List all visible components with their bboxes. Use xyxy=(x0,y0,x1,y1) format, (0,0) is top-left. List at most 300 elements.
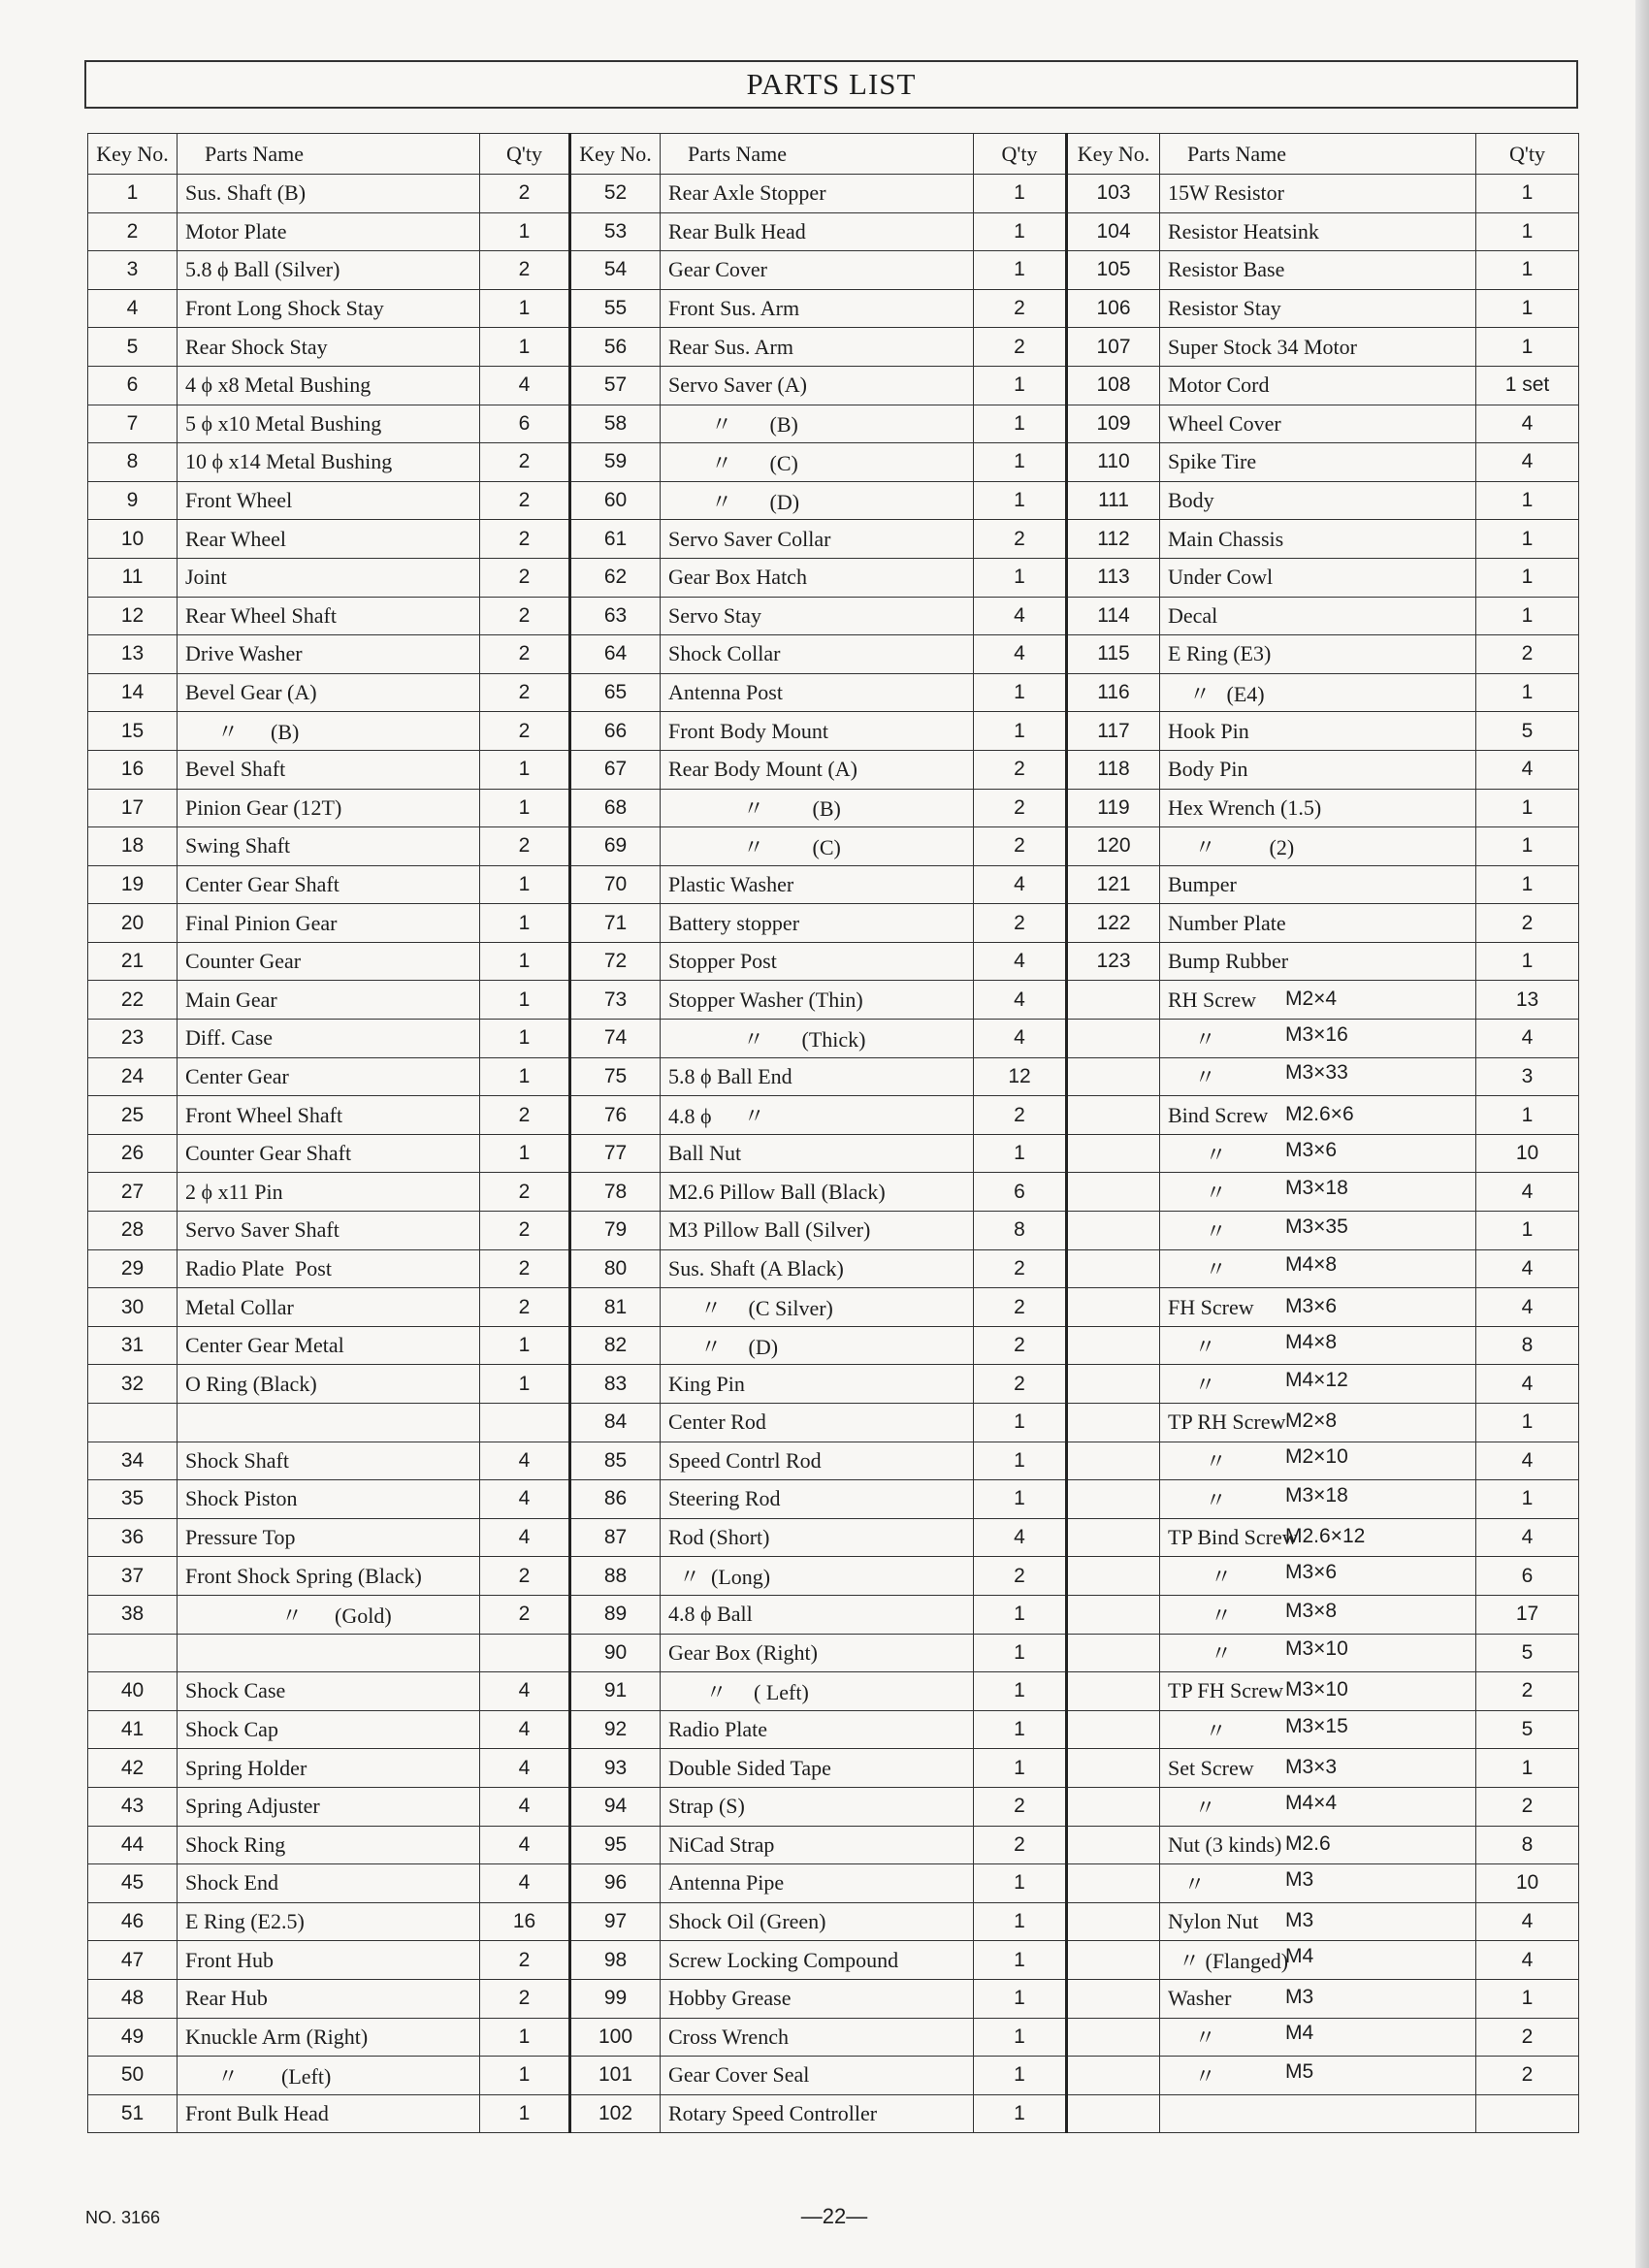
quantity-cell: 4 xyxy=(974,597,1067,635)
part-name: Super Stock 34 Motor xyxy=(1168,334,1357,359)
part-name: 〃 xyxy=(1168,1257,1227,1282)
key-no-cell xyxy=(1067,1672,1160,1711)
part-name: Screw Locking Compound xyxy=(668,1947,899,1972)
quantity-cell: 2 xyxy=(480,712,570,751)
key-no-cell: 14 xyxy=(88,673,178,712)
key-no-cell: 95 xyxy=(570,1826,661,1864)
table-row xyxy=(88,1787,1579,1826)
part-name-cell xyxy=(178,481,480,520)
part-name: Pressure Top xyxy=(185,1525,296,1550)
quantity-cell: 1 xyxy=(1476,328,1579,367)
part-name: Rear Hub xyxy=(185,1986,268,2011)
part-name-cell xyxy=(661,1134,974,1173)
key-no-cell: 122 xyxy=(1067,904,1160,943)
part-name: Diff. Case xyxy=(185,1025,274,1051)
quantity-cell: 1 xyxy=(480,750,570,789)
quantity-cell: 1 xyxy=(974,366,1067,405)
table-row xyxy=(88,1326,1579,1365)
part-size: M3×35 xyxy=(1285,1215,1348,1238)
part-name-cell xyxy=(661,481,974,520)
quantity-cell: 1 xyxy=(480,212,570,251)
quantity-cell: 1 xyxy=(974,1480,1067,1519)
part-name-cell xyxy=(1160,1173,1476,1212)
table-row xyxy=(88,1710,1579,1749)
quantity-cell: 1 xyxy=(974,2094,1067,2133)
key-no-cell: 63 xyxy=(570,597,661,635)
key-no-cell: 110 xyxy=(1067,443,1160,482)
part-name-cell xyxy=(661,1672,974,1711)
part-name: Rear Wheel xyxy=(185,526,287,551)
quantity-cell: 4 xyxy=(1476,1173,1579,1212)
quantity-cell: 1 xyxy=(974,673,1067,712)
part-name: Front Shock Spring (Black) xyxy=(185,1563,422,1588)
table-row xyxy=(88,1557,1579,1596)
quantity-cell xyxy=(480,1634,570,1672)
table-row xyxy=(88,443,1579,482)
part-name-cell xyxy=(1160,1557,1476,1596)
key-no-cell: 50 xyxy=(88,2057,178,2095)
quantity-cell: 2 xyxy=(480,673,570,712)
quantity-cell: 2 xyxy=(1476,2018,1579,2057)
quantity-cell: 4 xyxy=(1476,1442,1579,1480)
key-no-cell: 18 xyxy=(88,827,178,866)
quantity-cell: 1 xyxy=(974,2018,1067,2057)
table-row xyxy=(88,1173,1579,1212)
part-name: 〃 (Gold) xyxy=(185,1603,392,1628)
part-name-cell xyxy=(1160,1710,1476,1749)
part-name: 〃 xyxy=(1168,1181,1227,1206)
key-no-cell xyxy=(1067,2018,1160,2057)
part-name-cell xyxy=(1160,712,1476,751)
table-row xyxy=(88,597,1579,635)
part-name-cell xyxy=(1160,289,1476,328)
part-name: Body Pin xyxy=(1168,757,1248,782)
part-size: M4 xyxy=(1285,2022,1314,2045)
part-name: Under Cowl xyxy=(1168,565,1274,590)
part-name-cell xyxy=(661,366,974,405)
table-row xyxy=(88,1020,1579,1058)
quantity-cell: 4 xyxy=(480,1442,570,1480)
key-no-cell: 60 xyxy=(570,481,661,520)
quantity-cell: 12 xyxy=(974,1057,1067,1096)
quantity-cell: 6 xyxy=(1476,1557,1579,1596)
part-name: Rear Axle Stopper xyxy=(668,180,826,206)
part-name: 2 ϕ x11 Pin xyxy=(185,1179,283,1204)
quantity-cell: 1 xyxy=(974,1941,1067,1980)
part-name: Spring Adjuster xyxy=(185,1794,320,1819)
part-size: M4 xyxy=(1285,1945,1314,1968)
key-no-cell: 12 xyxy=(88,597,178,635)
part-name-cell xyxy=(661,1480,974,1519)
table-row xyxy=(88,789,1579,827)
table-row xyxy=(88,251,1579,290)
table-row xyxy=(88,481,1579,520)
key-no-cell: 72 xyxy=(570,942,661,981)
quantity-cell: 8 xyxy=(974,1212,1067,1250)
part-name-cell xyxy=(661,789,974,827)
part-name-cell xyxy=(178,2094,480,2133)
quantity-cell: 1 xyxy=(1476,251,1579,290)
quantity-cell: 1 set xyxy=(1476,366,1579,405)
quantity-cell: 1 xyxy=(480,1365,570,1404)
key-no-cell: 62 xyxy=(570,558,661,597)
part-name-cell xyxy=(661,1096,974,1135)
part-name-cell xyxy=(1160,827,1476,866)
part-name-cell xyxy=(178,1518,480,1557)
header-row xyxy=(88,134,1579,175)
quantity-cell: 1 xyxy=(1476,212,1579,251)
quantity-cell: 2 xyxy=(974,1787,1067,1826)
part-size: M2.6×12 xyxy=(1285,1525,1366,1548)
part-size: M3×10 xyxy=(1285,1637,1348,1661)
part-name: Shock Ring xyxy=(185,1831,286,1857)
key-no-cell: 106 xyxy=(1067,289,1160,328)
quantity-cell: 1 xyxy=(974,405,1067,443)
quantity-cell: 2 xyxy=(480,1173,570,1212)
part-name: 〃 (Flanged) xyxy=(1168,1949,1289,1974)
table-row xyxy=(88,1826,1579,1864)
part-name-cell xyxy=(661,1442,974,1480)
key-no-cell: 68 xyxy=(570,789,661,827)
part-name-cell xyxy=(178,1480,480,1519)
part-name: Set Screw xyxy=(1168,1755,1254,1780)
key-no-cell: 56 xyxy=(570,328,661,367)
key-no-cell: 58 xyxy=(570,405,661,443)
part-size: M2×4 xyxy=(1285,987,1338,1010)
part-name: 〃 xyxy=(1168,1487,1227,1512)
part-name: Rear Sus. Arm xyxy=(668,334,793,359)
quantity-cell: 2 xyxy=(480,175,570,213)
table-row xyxy=(88,1249,1579,1288)
quantity-cell: 10 xyxy=(1476,1864,1579,1903)
part-name-cell xyxy=(1160,1749,1476,1788)
quantity-cell: 1 xyxy=(974,1979,1067,2018)
part-name: 〃 xyxy=(1168,1065,1216,1090)
parts-list-table xyxy=(87,133,1579,2133)
part-name: 〃 (Left) xyxy=(185,2063,332,2089)
key-no-cell: 30 xyxy=(88,1288,178,1327)
quantity-cell: 1 xyxy=(1476,1480,1579,1519)
part-name: Resistor Heatsink xyxy=(1168,218,1319,243)
key-no-cell: 94 xyxy=(570,1787,661,1826)
quantity-cell: 1 xyxy=(974,1595,1067,1634)
table-row xyxy=(88,1288,1579,1327)
quantity-cell: 2 xyxy=(480,1288,570,1327)
quantity-cell: 1 xyxy=(974,1710,1067,1749)
key-no-cell xyxy=(1067,1749,1160,1788)
part-name-cell xyxy=(661,1941,974,1980)
part-name: Spring Holder xyxy=(185,1755,307,1780)
part-name-cell xyxy=(1160,1480,1476,1519)
key-no-cell: 15 xyxy=(88,712,178,751)
table-row xyxy=(88,1864,1579,1903)
quantity-cell: 1 xyxy=(1476,1096,1579,1135)
key-no-cell: 51 xyxy=(88,2094,178,2133)
part-name-cell xyxy=(661,1902,974,1941)
part-name: Servo Saver Collar xyxy=(668,526,831,551)
table-row xyxy=(88,328,1579,367)
part-name: 〃 (D) xyxy=(668,1334,779,1359)
quantity-cell: 4 xyxy=(974,1518,1067,1557)
key-no-cell: 117 xyxy=(1067,712,1160,751)
key-no-cell xyxy=(88,1634,178,1672)
part-name-cell xyxy=(1160,1404,1476,1442)
quantity-cell xyxy=(480,1404,570,1442)
part-name-cell xyxy=(178,2057,480,2095)
quantity-cell: 1 xyxy=(1476,175,1579,213)
part-name-cell xyxy=(661,558,974,597)
quantity-cell: 1 xyxy=(974,212,1067,251)
key-no-cell: 121 xyxy=(1067,865,1160,904)
part-name-cell xyxy=(661,1288,974,1327)
part-name-cell xyxy=(178,904,480,943)
part-name-cell xyxy=(178,443,480,482)
quantity-cell: 4 xyxy=(480,1864,570,1903)
part-name-cell xyxy=(661,1365,974,1404)
key-no-cell xyxy=(1067,981,1160,1020)
key-no-cell xyxy=(1067,1979,1160,2018)
document-number: NO. 3166 xyxy=(85,2208,161,2227)
quantity-cell: 1 xyxy=(480,789,570,827)
part-name: Center Rod xyxy=(668,1409,766,1435)
quantity-cell: 1 xyxy=(1476,789,1579,827)
part-name-cell xyxy=(178,289,480,328)
quantity-cell: 2 xyxy=(974,289,1067,328)
part-name-cell xyxy=(1160,1096,1476,1135)
part-name: RH Screw xyxy=(1168,987,1257,1012)
part-size: M2.6 xyxy=(1285,1831,1331,1855)
part-name-cell xyxy=(1160,1672,1476,1711)
header-key-1: Key No. xyxy=(88,134,178,175)
quantity-cell: 4 xyxy=(974,1020,1067,1058)
key-no-cell: 86 xyxy=(570,1480,661,1519)
key-no-cell: 22 xyxy=(88,981,178,1020)
part-name-cell xyxy=(178,1288,480,1327)
quantity-cell: 1 xyxy=(974,1442,1067,1480)
key-no-cell: 54 xyxy=(570,251,661,290)
quantity-cell: 2 xyxy=(480,597,570,635)
part-name-cell xyxy=(178,1096,480,1135)
key-no-cell: 73 xyxy=(570,981,661,1020)
part-name: 10 ϕ x14 Metal Bushing xyxy=(185,449,393,474)
quantity-cell: 8 xyxy=(1476,1326,1579,1365)
quantity-cell: 4 xyxy=(480,1480,570,1519)
key-no-cell: 35 xyxy=(88,1480,178,1519)
part-name-cell xyxy=(1160,1057,1476,1096)
quantity-cell: 1 xyxy=(1476,520,1579,559)
part-name-cell xyxy=(178,635,480,674)
quantity-cell: 1 xyxy=(974,481,1067,520)
key-no-cell: 85 xyxy=(570,1442,661,1480)
key-no-cell: 3 xyxy=(88,251,178,290)
part-name-cell xyxy=(178,251,480,290)
part-name: Servo Saver (A) xyxy=(668,373,807,398)
quantity-cell: 1 xyxy=(480,2057,570,2095)
key-no-cell xyxy=(1067,1326,1160,1365)
quantity-cell: 2 xyxy=(1476,904,1579,943)
table-row xyxy=(88,1096,1579,1135)
part-name: Rear Shock Stay xyxy=(185,334,328,359)
part-size: M3×18 xyxy=(1285,1483,1348,1507)
quantity-cell: 6 xyxy=(974,1173,1067,1212)
table-row xyxy=(88,2057,1579,2095)
quantity-cell: 1 xyxy=(974,175,1067,213)
quantity-cell: 2 xyxy=(480,635,570,674)
part-name-cell xyxy=(1160,597,1476,635)
part-name: 〃 xyxy=(1168,1718,1227,1743)
key-no-cell: 11 xyxy=(88,558,178,597)
quantity-cell: 1 xyxy=(1476,1212,1579,1250)
key-no-cell: 71 xyxy=(570,904,661,943)
part-name: Shock Collar xyxy=(668,641,781,666)
table-row xyxy=(88,405,1579,443)
part-name: Pinion Gear (12T) xyxy=(185,794,342,820)
page-number: —22— xyxy=(800,2204,868,2228)
table-row xyxy=(88,673,1579,712)
part-name: Front Sus. Arm xyxy=(668,296,800,321)
part-name: Hobby Grease xyxy=(668,1986,792,2011)
table-row xyxy=(88,635,1579,674)
table-row xyxy=(88,750,1579,789)
part-name-cell xyxy=(1160,443,1476,482)
key-no-cell: 57 xyxy=(570,366,661,405)
key-no-cell: 55 xyxy=(570,289,661,328)
part-name: 5.8 ϕ Ball (Silver) xyxy=(185,257,340,282)
part-name: Rod (Short) xyxy=(668,1525,770,1550)
part-size: M4×8 xyxy=(1285,1253,1338,1277)
key-no-cell: 102 xyxy=(570,2094,661,2133)
part-name: 〃 xyxy=(1168,1218,1227,1244)
part-name-cell xyxy=(1160,366,1476,405)
page-title: PARTS LIST xyxy=(84,60,1578,109)
part-name: Front Long Shock Stay xyxy=(185,296,384,321)
part-name-cell xyxy=(661,1826,974,1864)
quantity-cell: 1 xyxy=(974,1864,1067,1903)
part-name-cell xyxy=(178,1826,480,1864)
part-name: Cross Wrench xyxy=(668,2024,789,2049)
part-name-cell xyxy=(178,981,480,1020)
quantity-cell: 4 xyxy=(1476,443,1579,482)
quantity-cell: 5 xyxy=(1476,1634,1579,1672)
part-name-cell xyxy=(661,1212,974,1250)
quantity-cell: 1 xyxy=(974,2057,1067,2095)
key-no-cell xyxy=(1067,1710,1160,1749)
key-no-cell: 52 xyxy=(570,175,661,213)
quantity-cell: 1 xyxy=(480,328,570,367)
part-name-cell xyxy=(1160,1979,1476,2018)
part-name-cell xyxy=(178,1212,480,1250)
key-no-cell xyxy=(1067,1634,1160,1672)
quantity-cell: 2 xyxy=(480,558,570,597)
key-no-cell: 67 xyxy=(570,750,661,789)
part-name: 5 ϕ x10 Metal Bushing xyxy=(185,410,382,436)
key-no-cell: 114 xyxy=(1067,597,1160,635)
key-no-cell: 78 xyxy=(570,1173,661,1212)
part-name-cell xyxy=(1160,481,1476,520)
quantity-cell: 2 xyxy=(480,443,570,482)
part-name-cell xyxy=(661,443,974,482)
part-name-cell xyxy=(661,597,974,635)
part-name: 〃 xyxy=(1168,1026,1216,1052)
part-name: Servo Saver Shaft xyxy=(185,1217,340,1243)
part-name-cell xyxy=(661,1979,974,2018)
part-name: 〃 (D) xyxy=(668,489,800,514)
part-name-cell xyxy=(178,1404,480,1442)
quantity-cell: 4 xyxy=(1476,1518,1579,1557)
key-no-cell: 24 xyxy=(88,1057,178,1096)
key-no-cell: 98 xyxy=(570,1941,661,1980)
key-no-cell: 21 xyxy=(88,942,178,981)
part-size: M3×33 xyxy=(1285,1061,1348,1085)
key-no-cell: 59 xyxy=(570,443,661,482)
quantity-cell: 4 xyxy=(480,1710,570,1749)
key-no-cell: 66 xyxy=(570,712,661,751)
quantity-cell: 2 xyxy=(480,1941,570,1980)
part-name: Metal Collar xyxy=(185,1294,294,1319)
quantity-cell: 4 xyxy=(974,865,1067,904)
key-no-cell: 111 xyxy=(1067,481,1160,520)
part-name-cell xyxy=(661,981,974,1020)
key-no-cell: 74 xyxy=(570,1020,661,1058)
quantity-cell: 2 xyxy=(480,1249,570,1288)
part-name-cell xyxy=(178,1710,480,1749)
quantity-cell: 1 xyxy=(974,1902,1067,1941)
part-name: Center Gear xyxy=(185,1063,289,1088)
quantity-cell: 5 xyxy=(1476,712,1579,751)
key-no-cell: 81 xyxy=(570,1288,661,1327)
part-name: Rear Body Mount (A) xyxy=(668,757,857,782)
key-no-cell: 40 xyxy=(88,1672,178,1711)
part-name-cell xyxy=(178,789,480,827)
key-no-cell: 48 xyxy=(88,1979,178,2018)
key-no-cell: 70 xyxy=(570,865,661,904)
table-row xyxy=(88,1672,1579,1711)
key-no-cell: 96 xyxy=(570,1864,661,1903)
quantity-cell: 1 xyxy=(1476,865,1579,904)
key-no-cell: 27 xyxy=(88,1173,178,1212)
table-row xyxy=(88,827,1579,866)
key-no-cell xyxy=(1067,1096,1160,1135)
key-no-cell xyxy=(88,1404,178,1442)
table-row xyxy=(88,1979,1579,2018)
part-name: Hook Pin xyxy=(1168,718,1249,743)
key-no-cell: 90 xyxy=(570,1634,661,1672)
table-row xyxy=(88,1057,1579,1096)
part-name: 〃 (B) xyxy=(668,796,841,822)
part-name: Swing Shaft xyxy=(185,833,291,859)
part-name-cell xyxy=(1160,1288,1476,1327)
quantity-cell: 1 xyxy=(1476,1404,1579,1442)
part-name: 〃 xyxy=(1168,1142,1227,1167)
key-no-cell: 26 xyxy=(88,1134,178,1173)
key-no-cell: 118 xyxy=(1067,750,1160,789)
key-no-cell: 41 xyxy=(88,1710,178,1749)
quantity-cell: 2 xyxy=(480,1979,570,2018)
quantity-cell: 10 xyxy=(1476,1134,1579,1173)
part-name: Center Gear Shaft xyxy=(185,871,340,896)
table-row xyxy=(88,175,1579,213)
quantity-cell: 8 xyxy=(1476,1826,1579,1864)
part-size: M3×18 xyxy=(1285,1177,1348,1200)
part-name: 〃 (Thick) xyxy=(668,1026,866,1052)
key-no-cell: 97 xyxy=(570,1902,661,1941)
quantity-cell: 2 xyxy=(974,1826,1067,1864)
quantity-cell: 4 xyxy=(480,1672,570,1711)
part-name: Bevel Shaft xyxy=(185,757,286,782)
part-name: 〃 (B) xyxy=(668,412,798,437)
quantity-cell: 1 xyxy=(1476,942,1579,981)
key-no-cell xyxy=(1067,1288,1160,1327)
